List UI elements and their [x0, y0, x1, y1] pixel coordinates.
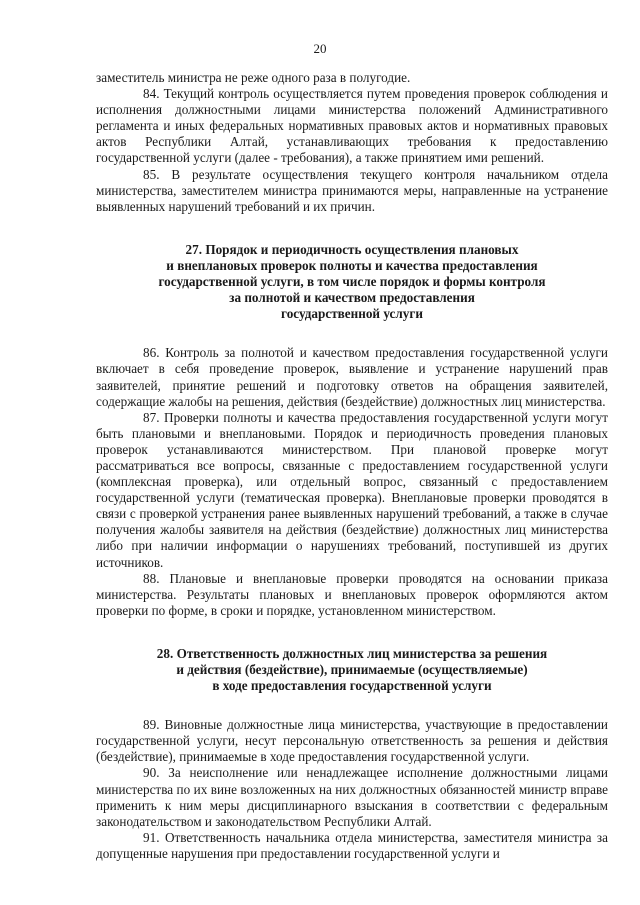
paragraph-90: 90. За неисполнение или ненадлежащее исполнение должностными лицами министерства по их вине возложенных на них должностных обязанностей министр вправе применить к ним меры дисциплинарного взыскания в соответствии с федеральным законодательством и законодательством Республики Алтай.	[96, 765, 608, 829]
heading-27-line: государственной услуги, в том числе порядок и формы контроля	[158, 274, 546, 290]
section-heading-28	[96, 646, 608, 694]
paragraph-91: 91. Ответственность начальника отдела министерства, заместителя министра за допущенные нарушения при предоставлении государственной услуги и	[96, 829, 608, 861]
paragraph-87: 87. Проверки полноты и качества предоставления государственной услуги могут быть плановыми и внеплановыми. Порядок и периодичность проведения плановых проверок устанавливаются министерством. При плановой проверке могут рассматриваться все вопросы, связанные с предоставлением государственной услуги (комплексная проверка), или отдельный вопрос, связанный с предоставлением государственной услуги (тематическая проверка). Внеплановые проверки проводятся в связи с проверкой устранения ранее выявленных нарушений требований, а также в случае получения жалобы заявителя на действия (бездействие) должностных лиц министерства либо при наличии информации о нарушениях требований, поступившей из других источников.	[96, 409, 608, 570]
paragraph-88: 88. Плановые и внеплановые проверки проводятся на основании приказа министерства. Результаты плановых и внеплановых проверок оформляются актом проверки по форме, в сроки и порядке, установленном министерством.	[96, 570, 608, 618]
document-body	[96, 70, 608, 862]
heading-28-line: в ходе предоставления государственной услуги	[212, 678, 492, 694]
page-number: 20	[313, 41, 327, 56]
spacer	[96, 322, 608, 345]
heading-27-line: за полнотой и качеством предоставления	[229, 290, 475, 306]
paragraph-85: 85. В результате осуществления текущего контроля начальником отдела министерства, заместителем министра принимаются меры, направленные на устранение выявленных нарушений требований и их причин.	[96, 166, 608, 214]
paragraph-continuation: заместитель министра не реже одного раза в полугодие.	[96, 70, 411, 85]
heading-27-line: 27. Порядок и периодичность осуществления плановых	[185, 241, 519, 257]
heading-27-line: и внеплановых проверок полноты и качества предоставления	[166, 257, 538, 273]
paragraph-89: 89. Виновные должностные лица министерства, участвующие в предоставлении государственной услуги, несут персональную ответственность за решения и действия (бездействие), принимаемые в ходе предоставления государственной услуги.	[96, 717, 608, 765]
paragraph-84: 84. Текущий контроль осуществляется путем проведения проверок соблюдения и исполнения должностными лицами министерства положений Административного регламента и иных федеральных нормативных правовых актов и нормативных правовых актов Республики Алтай, устанавливающих требования к предоставлению государственной услуги (далее - требования), а также принятием ими решений.	[96, 86, 608, 166]
heading-27-line: государственной услуги	[281, 306, 423, 322]
section-heading-27	[96, 242, 608, 322]
heading-28-line: 28. Ответственность должностных лиц министерства за решения	[156, 645, 548, 661]
heading-28-line: и действия (бездействие), принимаемые (осуществляемые)	[176, 662, 528, 677]
spacer	[96, 619, 608, 646]
spacer	[96, 694, 608, 717]
spacer	[96, 215, 608, 242]
paragraph-86: 86. Контроль за полнотой и качеством предоставления государственной услуги включает в себя проведение проверок, выявление и устранение нарушений прав заявителей, принятие решений и подготовку ответов на обращения заявителей, содержащие жалобы на решения, действия (бездействие) должностных лиц министерства.	[96, 345, 608, 409]
